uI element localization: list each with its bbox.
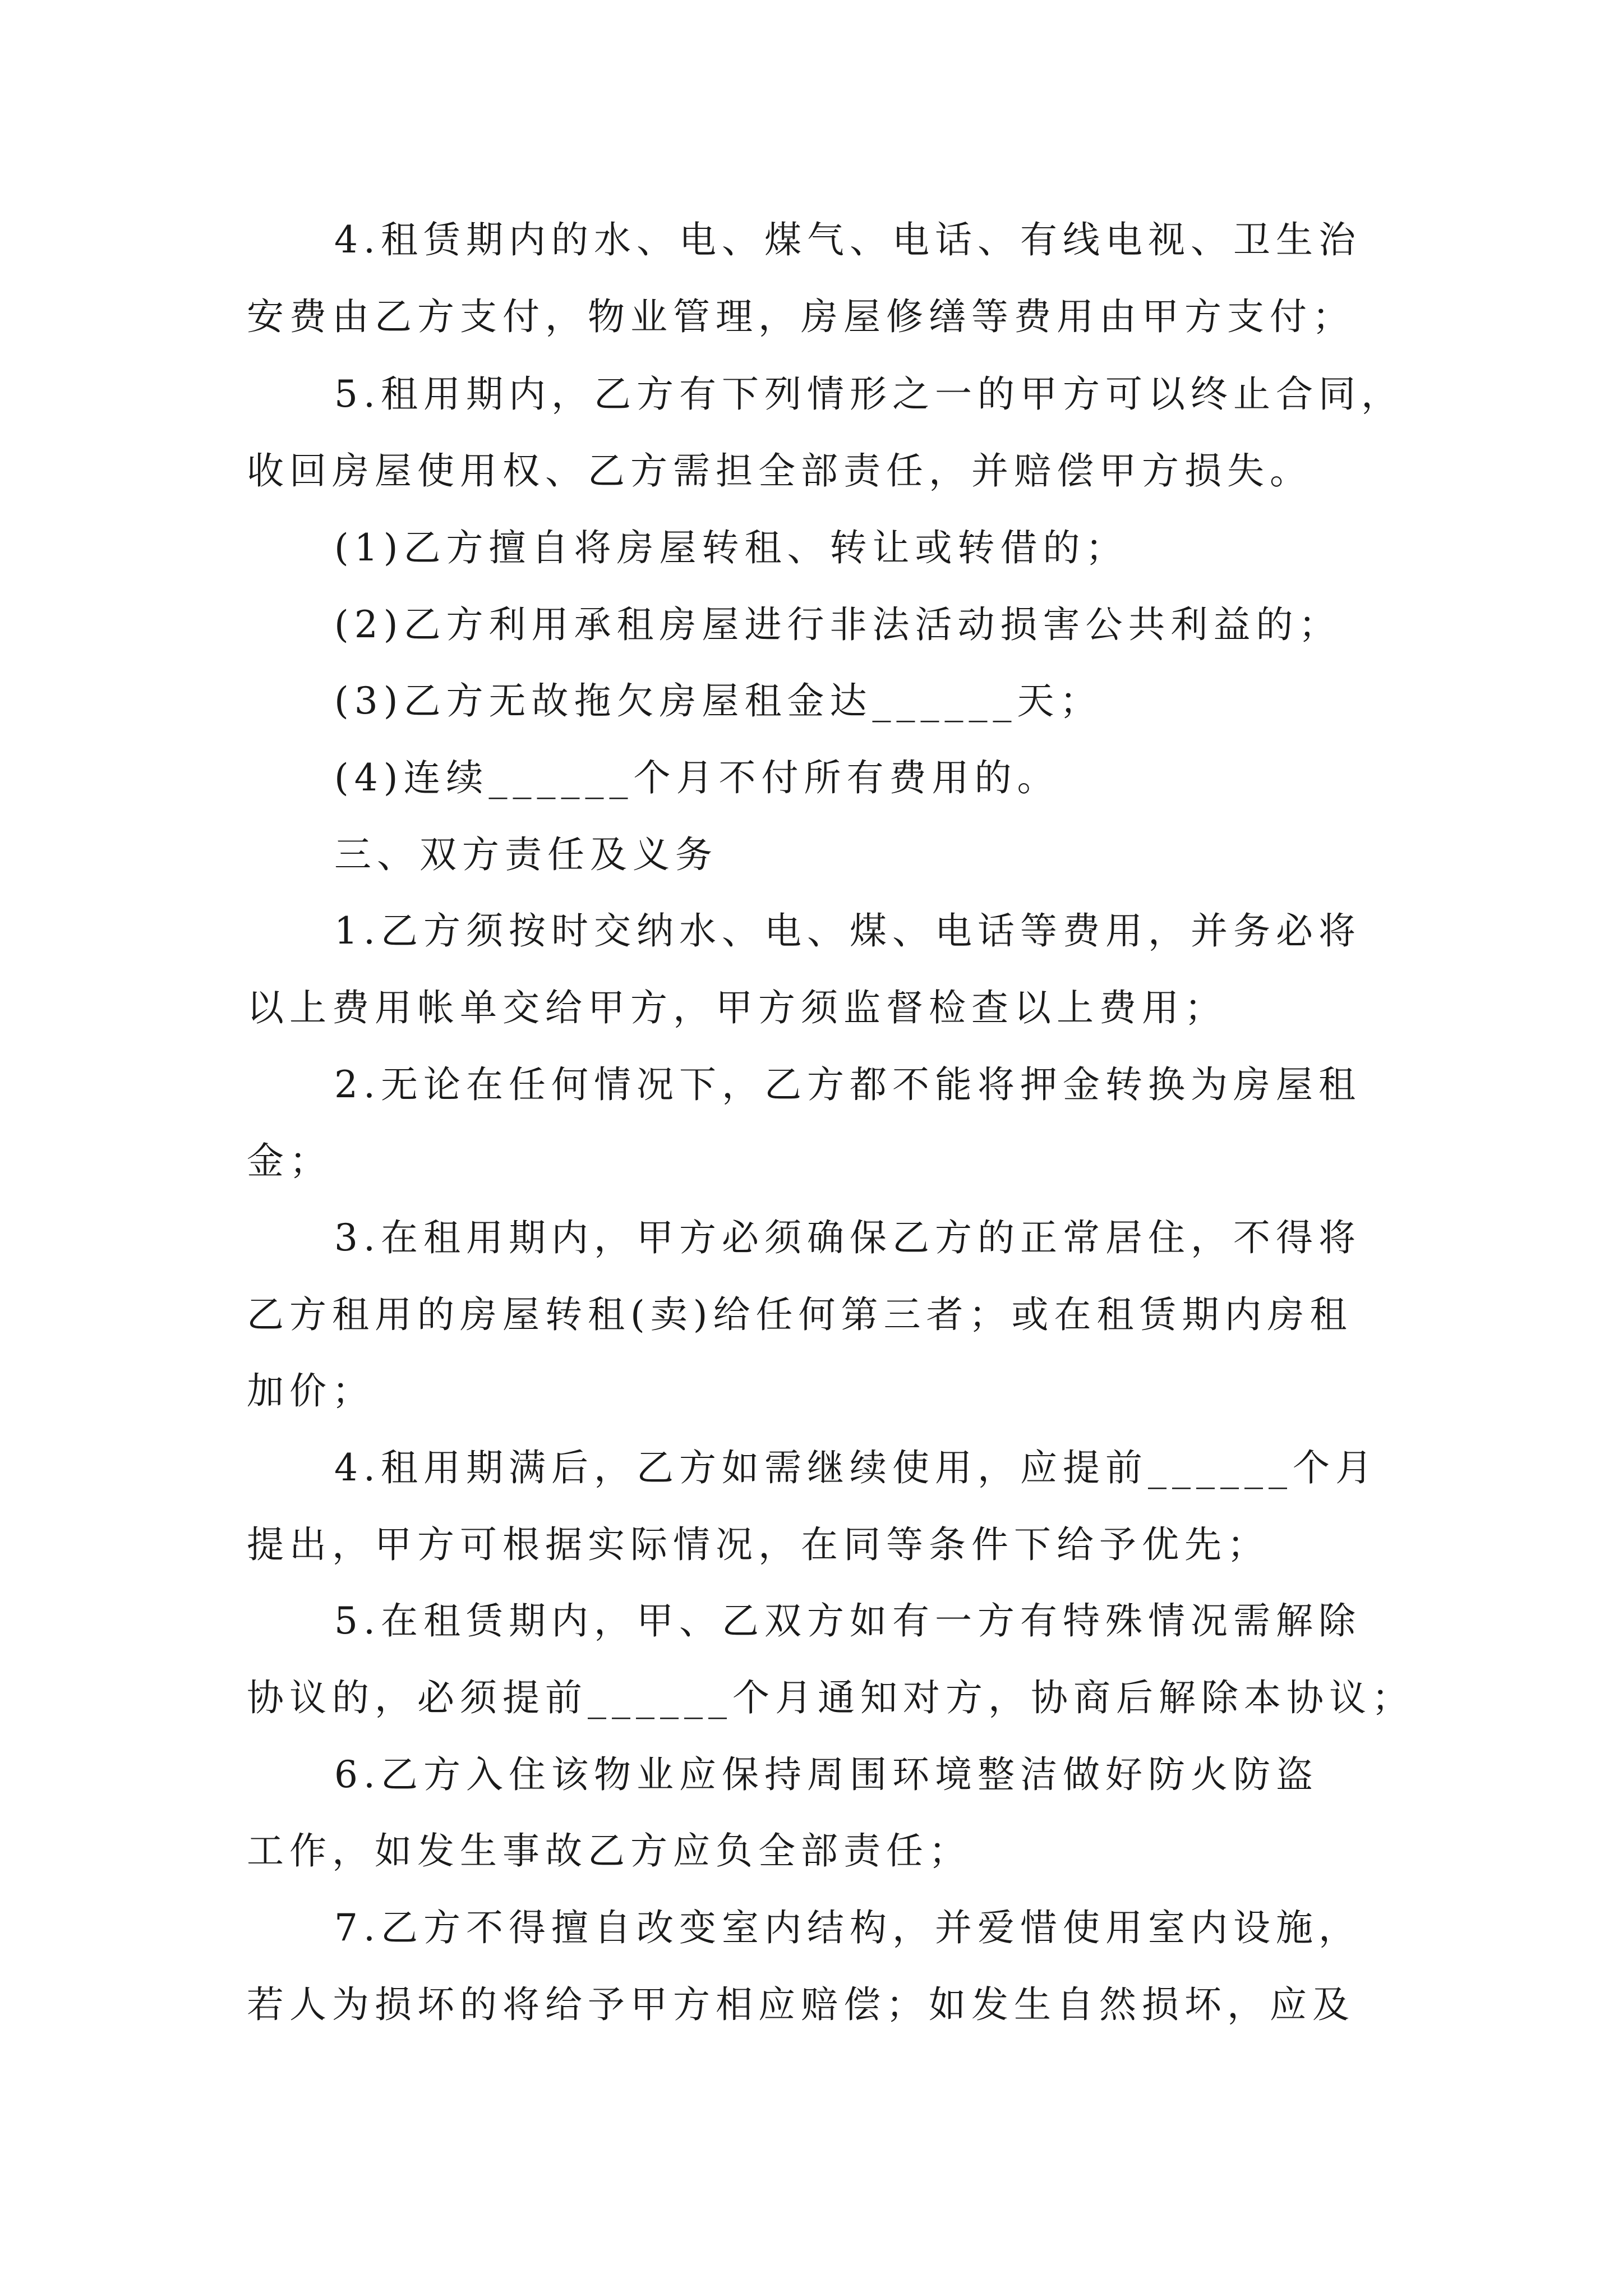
text-line: 6.乙方入住该物业应保持周围环境整洁做好防火防盗	[334, 1753, 1318, 1796]
text-line: (4)连续______个月不付所有费用的。	[334, 756, 1060, 799]
text-line: 收回房屋使用权、乙方需担全部责任，并赔偿甲方损失。	[247, 449, 1312, 493]
text-line: 4.租赁期内的水、电、煤气、电话、有线电视、卫生治	[334, 218, 1361, 261]
text-line: 4.租用期满后，乙方如需继续使用，应提前______个月	[334, 1446, 1378, 1489]
text-line: (3)乙方无故拖欠房屋租金达______天；	[334, 679, 1103, 723]
text-line: 安费由乙方支付，物业管理，房屋修缮等费用由甲方支付；	[247, 295, 1355, 338]
text-line: 加价；	[247, 1369, 375, 1412]
text-line: 协议的，必须提前______个月通知对方，协商后解除本协议；	[247, 1676, 1414, 1719]
text-line: 若人为损坏的将给予甲方相应赔偿；如发生自然损坏，应及	[247, 1983, 1355, 2026]
text-line: 1.乙方须按时交纳水、电、煤、电话等费用，并务必将	[334, 909, 1361, 953]
text-line: 提出，甲方可根据实际情况，在同等条件下给予优先；	[247, 1523, 1270, 1566]
text-line: 5.在租赁期内，甲、乙双方如有一方有特殊情况需解除	[334, 1599, 1361, 1642]
text-line: 乙方租用的房屋转租(卖)给任何第三者；或在租赁期内房租	[247, 1293, 1353, 1336]
text-line: 金；	[247, 1139, 332, 1182]
text-line: 工作，如发生事故乙方应负全部责任；	[247, 1829, 971, 1872]
text-line: (1)乙方擅自将房屋转租、转让或转借的；	[334, 526, 1128, 569]
text-line: 5.租用期内，乙方有下列情形之一的甲方可以终止合同，	[334, 372, 1404, 416]
text-line: 7.乙方不得擅自改变室内结构，并爱惜使用室内设施，	[334, 1906, 1361, 1949]
text-line: 2.无论在任何情况下，乙方都不能将押金转换为房屋租	[334, 1063, 1361, 1106]
text-line: (2)乙方利用承租房屋进行非法活动损害公共利益的；	[334, 603, 1341, 646]
text-line: 3.在租用期内，甲方必须确保乙方的正常居住，不得将	[334, 1216, 1361, 1259]
text-line: 以上费用帐单交给甲方，甲方须监督检查以上费用；	[247, 986, 1227, 1029]
section-heading: 三、双方责任及义务	[334, 833, 718, 876]
